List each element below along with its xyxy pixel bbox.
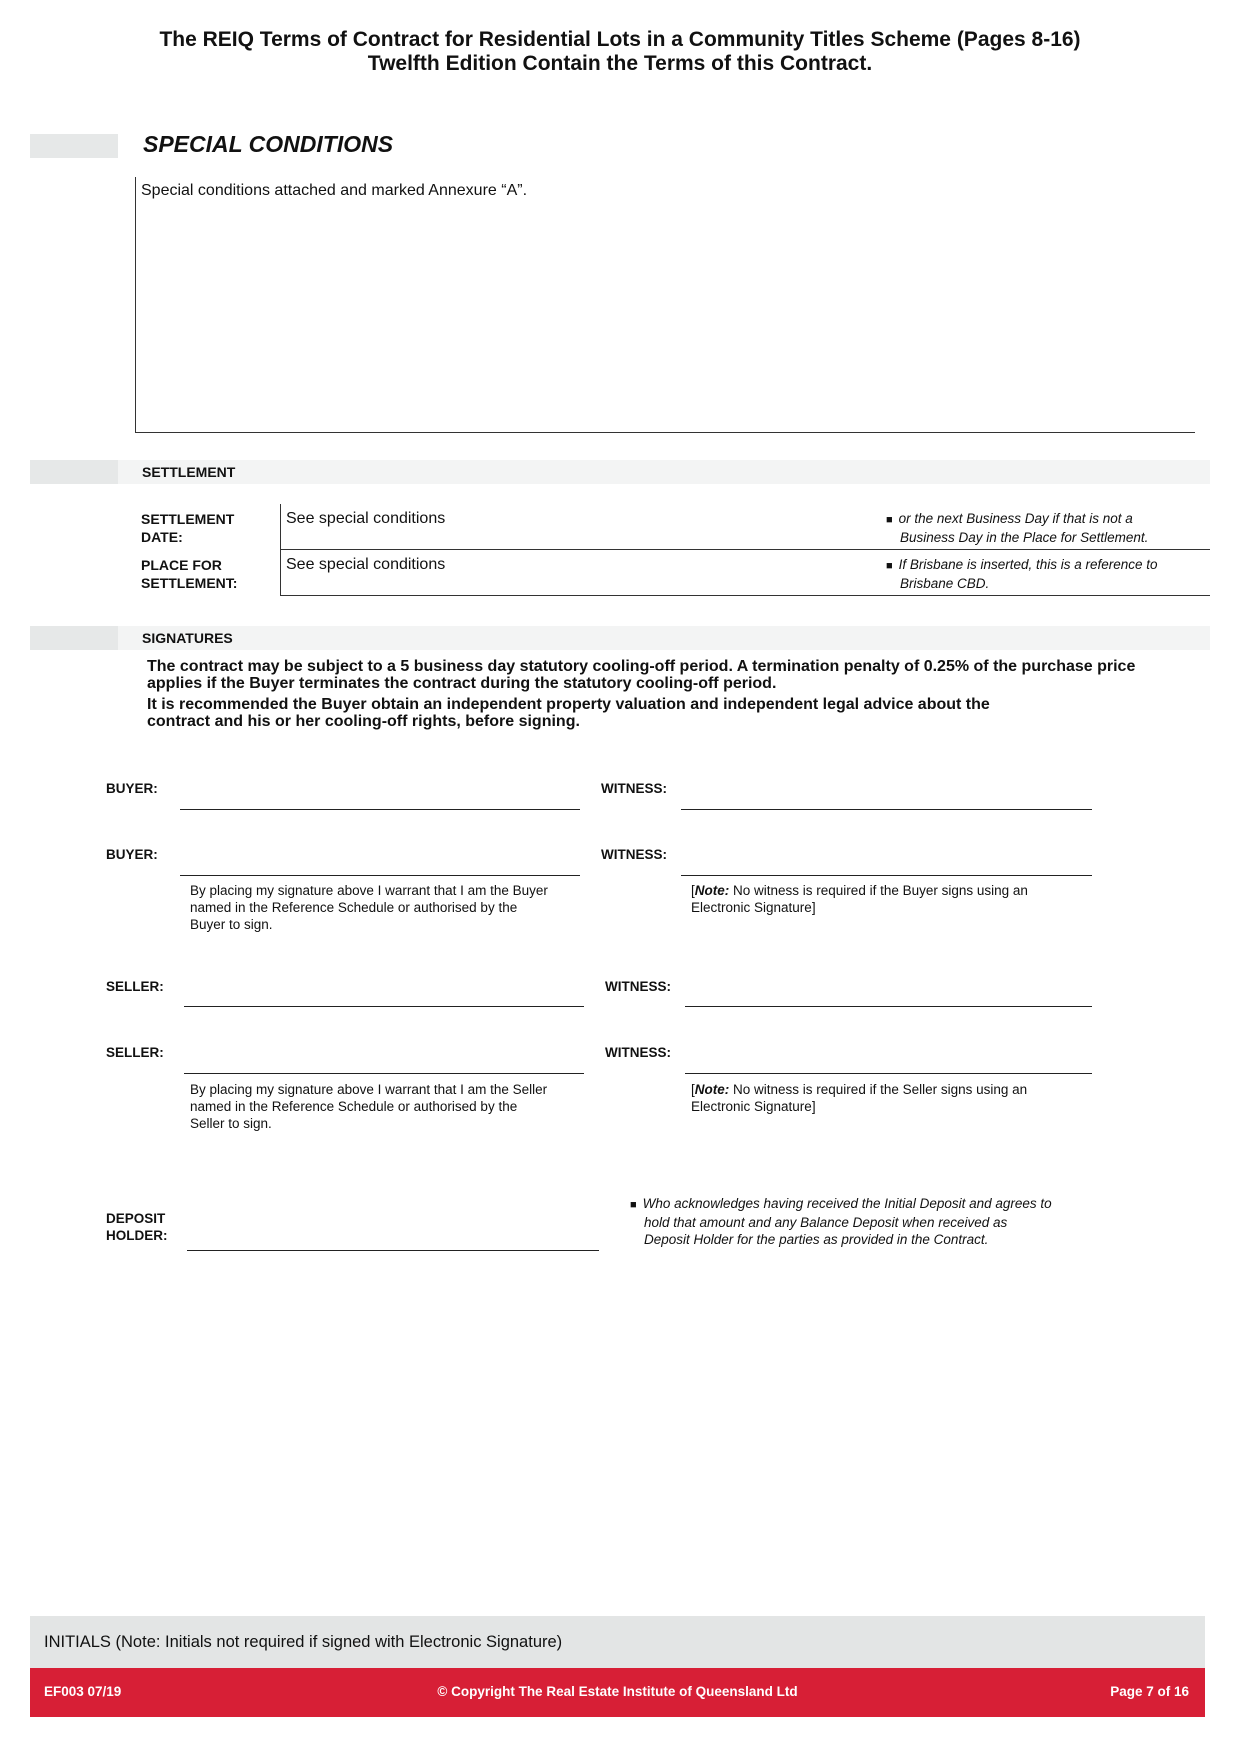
settlement-date-note: ■ or the next Business Day if that is not a Business Day in the Place for Settlement. xyxy=(886,511,1149,545)
footer-page-number: Page 7 of 16 xyxy=(1110,1684,1189,1699)
footer-bar xyxy=(30,1668,1205,1717)
seller-warrant-text: By placing my signature above I warrant that I am the Seller named in the Reference Schedule or authorised by the Seller to sign. xyxy=(190,1082,548,1131)
special-conditions-left-border xyxy=(135,177,136,433)
seller-1-witness-line[interactable] xyxy=(685,1006,1092,1007)
settlement-bar-left xyxy=(30,460,118,484)
buyer-1-witness-label: WITNESS: xyxy=(601,781,667,796)
buyer-2-witness-line[interactable] xyxy=(681,875,1092,876)
buyer-warrant-text: By placing my signature above I warrant that I am the Buyer named in the Reference Schedule or authorised by the Buyer to sign. xyxy=(190,883,548,932)
initials-text: INITIALS (Note: Initials not required if signed with Electronic Signature) xyxy=(44,1633,563,1651)
signatures-bar xyxy=(118,626,1210,650)
initials-box[interactable] xyxy=(30,1616,1205,1668)
black-square-icon: ■ xyxy=(886,514,893,526)
seller-2-witness-line[interactable] xyxy=(685,1073,1092,1074)
buyer-1-label: BUYER: xyxy=(106,781,158,796)
footer-copyright: © Copyright The Real Estate Institute of Queensland Ltd xyxy=(437,1684,798,1699)
seller-2-signature-line[interactable] xyxy=(184,1073,584,1074)
buyer-2-label: BUYER: xyxy=(106,847,158,862)
special-conditions-heading: SPECIAL CONDITIONS xyxy=(143,131,394,157)
settlement-table-bottom-border xyxy=(280,595,1210,596)
signatures-bar-left xyxy=(30,626,118,650)
special-conditions-text[interactable]: Special conditions attached and marked Annexure “A”. xyxy=(141,182,528,199)
black-square-icon: ■ xyxy=(630,1199,637,1211)
buyer-2-witness-label: WITNESS: xyxy=(601,847,667,862)
buyer-2-signature-line[interactable] xyxy=(180,875,580,876)
settlement-bar xyxy=(118,460,1210,484)
seller-2-label: SELLER: xyxy=(106,1045,164,1060)
header-line-1: The REIQ Terms of Contract for Residential Lots in a Community Titles Scheme (Pages 8-16) xyxy=(159,28,1081,51)
deposit-holder-label: DEPOSIT HOLDER: xyxy=(106,1211,168,1243)
settlement-date-value[interactable]: See special conditions xyxy=(286,510,446,527)
special-conditions-bottom-border xyxy=(135,432,1195,433)
seller-witness-note: [Note: No witness is required if the Seller signs using an Electronic Signature] xyxy=(691,1082,1028,1114)
black-square-icon: ■ xyxy=(886,560,893,572)
settlement-heading: SETTLEMENT xyxy=(142,464,236,480)
settlement-table-left-border xyxy=(280,504,281,596)
place-for-settlement-value[interactable]: See special conditions xyxy=(286,556,446,573)
seller-1-witness-label: WITNESS: xyxy=(605,979,671,994)
deposit-holder-note: ■ Who acknowledges having received the Initial Deposit and agrees to hold that amount and any Balance Deposit when received as Deposit Holder for the parties as provided in the Contract. xyxy=(630,1196,1052,1247)
seller-2-witness-label: WITNESS: xyxy=(605,1045,671,1060)
deposit-holder-signature-line[interactable] xyxy=(187,1250,599,1251)
buyer-1-witness-line[interactable] xyxy=(681,809,1092,810)
footer-code: EF003 07/19 xyxy=(44,1684,122,1699)
buyer-1-signature-line[interactable] xyxy=(180,809,580,810)
cooling-off-warning: The contract may be subject to a 5 business day statutory cooling-off period. A termination penalty of 0.25% of the purchase price applies if the Buyer terminates the contract during the statutory cooling-off period. It is recommended the Buyer obtain an independent property valuation and independent legal advice about the contract and his or her cooling-off rights, before signing. xyxy=(147,658,1136,730)
place-for-settlement-label: PLACE FOR SETTLEMENT: xyxy=(141,557,238,591)
seller-1-label: SELLER: xyxy=(106,979,164,994)
seller-1-signature-line[interactable] xyxy=(184,1006,584,1007)
settlement-row-divider xyxy=(280,549,1210,550)
place-for-settlement-note: ■ If Brisbane is inserted, this is a reference to Brisbane CBD. xyxy=(886,557,1158,591)
signatures-heading: SIGNATURES xyxy=(142,630,233,646)
special-conditions-bar xyxy=(30,134,118,158)
header-line-2: Twelfth Edition Contain the Terms of this Contract. xyxy=(367,52,873,75)
settlement-date-label: SETTLEMENT DATE: xyxy=(141,511,235,545)
buyer-witness-note: [Note: No witness is required if the Buyer signs using an Electronic Signature] xyxy=(691,883,1028,915)
